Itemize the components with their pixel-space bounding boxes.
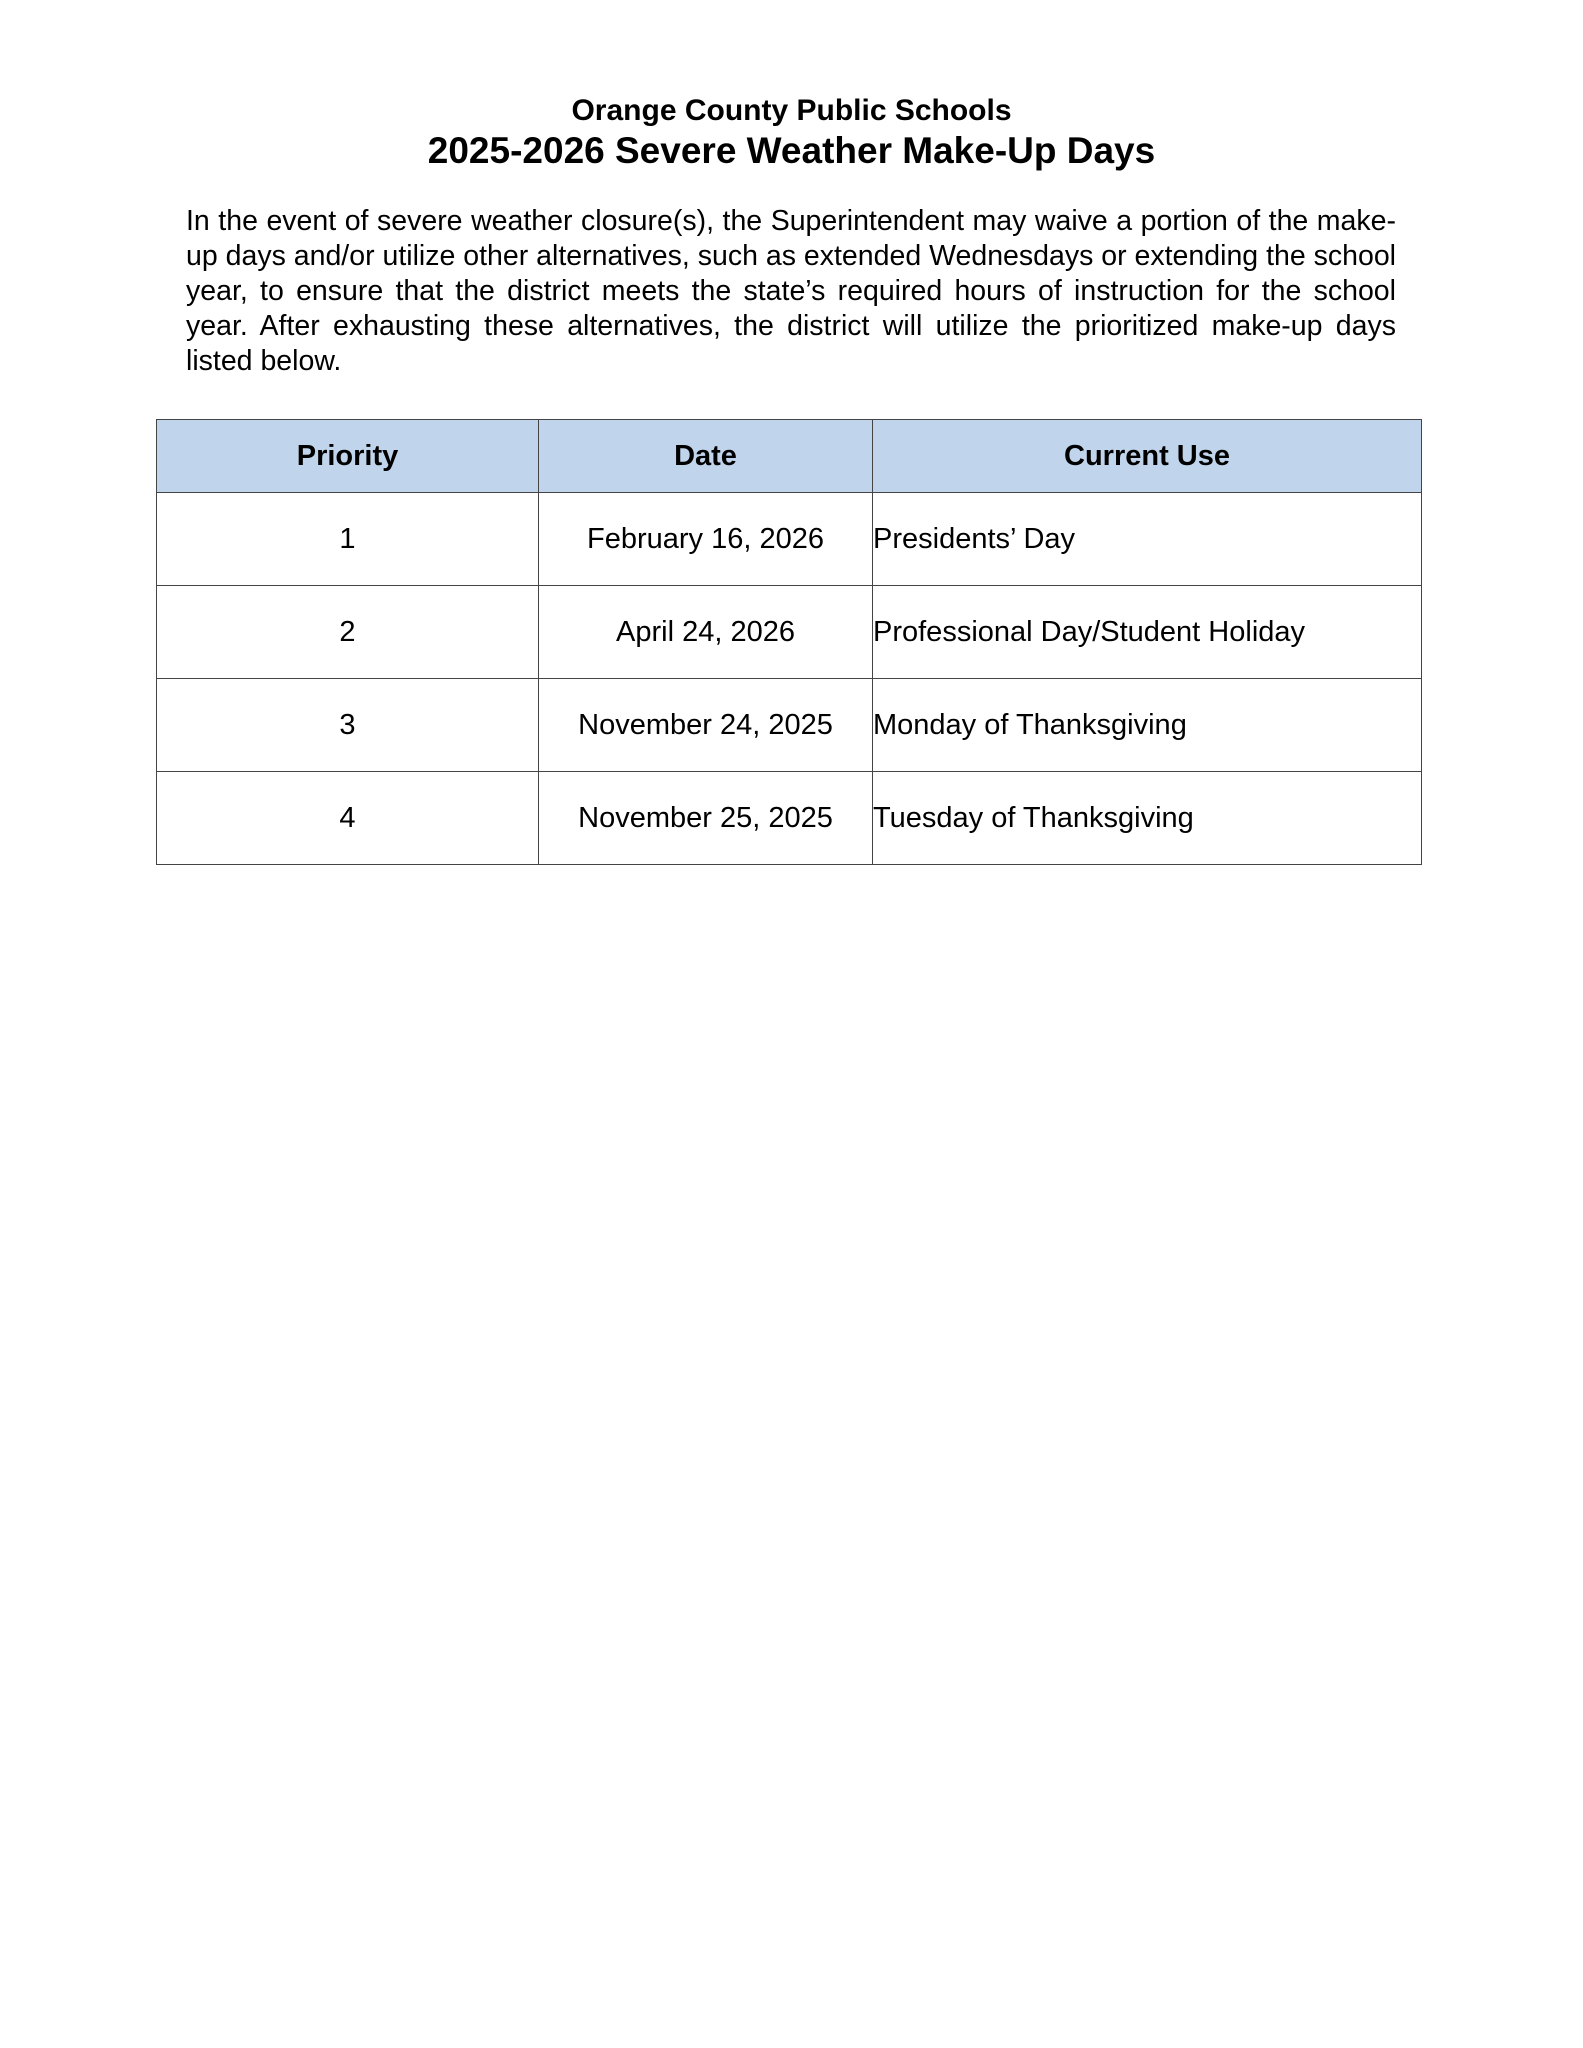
table-header bbox=[157, 420, 1422, 493]
table-header-row bbox=[157, 420, 1422, 493]
organization-name: Orange County Public Schools bbox=[571, 94, 1012, 127]
page-title: 2025-2026 Severe Weather Make-Up Days bbox=[427, 130, 1156, 171]
makeup-days-table bbox=[156, 419, 1422, 865]
table-row bbox=[157, 772, 1422, 865]
priority-cell: 2 bbox=[157, 586, 539, 679]
priority-cell: 4 bbox=[157, 772, 539, 865]
table-row bbox=[157, 586, 1422, 679]
current-use-cell: Monday of Thanksgiving bbox=[873, 679, 1422, 772]
intro-paragraph: In the event of severe weather closure(s), the Superintendent may waive a portion of the make-up days and/or utilize other alternatives, such as extended Wednesdays or extending the school year, to ensure that the district meets the state’s required hours of instruction for the school year. After exhausting these alternatives, the district will utilize the prioritized make-up days listed below. bbox=[186, 205, 1396, 377]
current-use-cell: Professional Day/Student Holiday bbox=[873, 586, 1422, 679]
column-header-date: Date bbox=[539, 420, 873, 493]
priority-cell: 1 bbox=[157, 493, 539, 586]
table-row bbox=[157, 493, 1422, 586]
date-cell: November 24, 2025 bbox=[539, 679, 873, 772]
current-use-cell: Tuesday of Thanksgiving bbox=[873, 772, 1422, 865]
priority-cell: 3 bbox=[157, 679, 539, 772]
column-header-current-use: Current Use bbox=[873, 420, 1422, 493]
date-cell: November 25, 2025 bbox=[539, 772, 873, 865]
current-use-cell: Presidents’ Day bbox=[873, 493, 1422, 586]
date-cell: February 16, 2026 bbox=[539, 493, 873, 586]
table-body bbox=[157, 493, 1422, 865]
date-cell: April 24, 2026 bbox=[539, 586, 873, 679]
column-header-priority: Priority bbox=[157, 420, 539, 493]
table-row bbox=[157, 679, 1422, 772]
